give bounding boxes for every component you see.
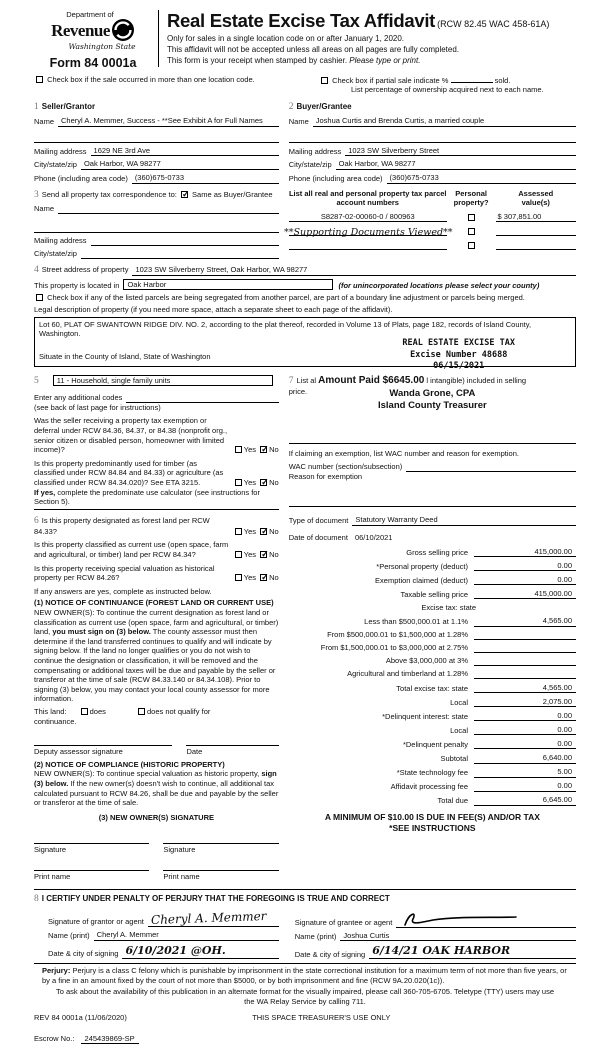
washington-state-label: Washington State <box>68 42 136 52</box>
predominate-use-note: If yes, complete the predominate use calculator (see instructions for Section 5). <box>34 488 279 510</box>
street-address-field[interactable]: 1023 SW Silverberry Street, Oak Harbor, WA 98277 <box>132 265 576 276</box>
grantor-date-city-field[interactable] <box>122 944 278 959</box>
multi-location-label: Check box if the sale occurred in more than one location code. <box>47 74 255 84</box>
if-any-yes-note: If any answers are yes, complete as instructed below. <box>34 586 212 596</box>
buyer-name-field[interactable]: Joshua Curtis and Brenda Curtis, a married couple <box>313 116 576 127</box>
exemption-instruction: If claiming an exemption, list WAC number and reason for exemption. <box>288 449 519 459</box>
alt-format-paragraph: To ask about the availability of this publication in an alternate format for the visually impaired, please call 360-705-6705. Teletype (TTY) users may use the WA Relay Service by calling 711. <box>55 987 555 1007</box>
form-header <box>34 8 576 71</box>
street-address-label: Street address of property <box>41 264 129 274</box>
delinquent-interest-local-value[interactable]: 0.00 <box>474 725 576 736</box>
header-sub2: This affidavit will not be accepted unless all areas on all pages are fully completed. <box>167 44 460 54</box>
parcel-number-field-3[interactable] <box>289 240 447 250</box>
segregated-label: Check box if any of the listed parcels are being segregated from another parcel, are part of a boundary line adjustment or parcels being merged. <box>47 293 525 303</box>
gross-selling-price-value[interactable]: 415,000.00 <box>474 547 576 558</box>
parcel-numbers-header: List all real and personal property tax parcel account numbers <box>288 188 447 208</box>
minimum-due-note: A MINIMUM OF $10.00 IS DUE IN FEE(S) AND/OR TAX <box>324 811 540 822</box>
rev-form-number: REV 84 0001a (11/06/2020) <box>34 1012 127 1022</box>
delinquent-penalty-value[interactable]: 0.00 <box>474 739 576 750</box>
correspondence-blank-field[interactable] <box>34 223 279 233</box>
delinquent-interest-state-value[interactable]: 0.00 <box>474 711 576 722</box>
personal-property-header: Personal property? <box>453 188 489 208</box>
grantee-printed-name-field[interactable]: Joshua Curtis <box>340 931 576 942</box>
date-of-document-field[interactable]: 06/10/2021 <box>354 533 393 543</box>
grantee-signature-scribble <box>399 916 519 925</box>
grantee-date-city-field[interactable] <box>369 944 576 959</box>
header-sub3: This form is your receipt when stamped by cashier. Please type or print. <box>167 56 421 66</box>
local-tax-value[interactable]: 2,075.00 <box>474 697 576 708</box>
new-owner-signature-line-2[interactable] <box>163 834 278 844</box>
reason-exemption-field[interactable] <box>289 497 576 507</box>
header-divider <box>158 10 159 67</box>
segregated-checkbox[interactable] <box>36 294 43 301</box>
personal-property-checkbox-1[interactable] <box>468 214 475 221</box>
supporting-documents-watermark: **Supporting Documents Viewed** <box>284 226 453 238</box>
timber-agriculture-question: Is this property predominantly used for timber (as classified under RCW 84.84 and 84.33) or agriculture (as classified under RCW 84.34.020)? See ETA 3215. <box>34 458 224 487</box>
treasurer-stamp-name: Wanda Grone, CPA <box>389 387 476 399</box>
personal-property-deduct-value[interactable]: 0.00 <box>474 561 576 572</box>
does-not-qualify-checkbox[interactable] <box>138 708 145 715</box>
grantor-signature-label: Signature of grantor or agent <box>48 917 144 927</box>
see-back-note: (see back of last page for instructions) <box>34 402 161 412</box>
correspondence-name-field[interactable] <box>58 204 279 214</box>
personal-property-checkbox-2[interactable] <box>468 228 475 235</box>
see-instructions-note: *SEE INSTRUCTIONS <box>389 822 476 833</box>
correspondence-city-field[interactable] <box>81 249 279 259</box>
q1-yes-checkbox[interactable] <box>235 446 242 453</box>
subtotal-value[interactable]: 6,640.00 <box>474 753 576 764</box>
affidavit-processing-fee-value[interactable]: 0.00 <box>474 781 576 792</box>
located-in-field[interactable]: Oak Harbor <box>123 279 333 291</box>
situate-text: Situate in the County of Island, State of Washington <box>39 352 211 361</box>
grantor-signature-field[interactable] <box>148 908 279 927</box>
assessed-value-field[interactable]: $ 307,851.00 <box>496 212 576 223</box>
forest-land-question: Is this property designated as forest land per RCW 84.33? <box>34 515 210 536</box>
located-in-label: This property is located in <box>34 280 120 290</box>
notice-compliance-title: (2) NOTICE OF COMPLIANCE (HISTORIC PROPERTY) <box>34 759 225 769</box>
buyer-mailing-field[interactable]: 1023 SW Silverberry Street <box>345 146 576 157</box>
assessed-value-header: Assessed value(s) <box>518 188 554 208</box>
q3-yes-checkbox[interactable] <box>235 528 242 535</box>
legal-description-text: Lot 60, PLAT OF SWANTOWN RIDGE DIV. NO. 2, according to the plat thereof, recorded in Volume 13 of Plats, page 182, records of Island County, Washington. <box>39 319 532 339</box>
dor-swirl-icon <box>111 18 135 45</box>
grantor-signature-script: Cheryl A. Memmer <box>150 908 267 927</box>
tier4-tax-value[interactable] <box>474 657 576 666</box>
buyer-city-field[interactable]: Oak Harbor, WA 98277 <box>336 159 576 170</box>
multi-location-checkbox[interactable] <box>36 76 43 83</box>
type-of-document-field[interactable]: Statutory Warranty Deed <box>352 515 576 526</box>
wac-number-label: WAC number (section/subsection) <box>288 462 403 472</box>
new-owner-printname-line-1[interactable] <box>34 861 149 871</box>
header-sub1: Only for sales in a single location code on or after January 1, 2020. <box>167 33 405 43</box>
total-due-value[interactable]: 6,645.00 <box>474 795 576 806</box>
partial-sale-checkbox[interactable] <box>321 77 328 84</box>
seller-name2-field[interactable] <box>34 133 279 143</box>
rcw-reference: (RCW 82.45 WAC 458-61A) <box>437 19 550 29</box>
notice-continuance-title: (1) NOTICE OF CONTINUANCE (FOREST LAND OR CURRENT USE) <box>34 598 274 608</box>
reason-exemption-label: Reason for exemption <box>288 471 363 481</box>
does-qualify-checkbox[interactable] <box>81 708 88 715</box>
type-of-document-label: Type of document <box>288 516 349 526</box>
escrow-label: Escrow No.: <box>34 1034 75 1044</box>
dor-logo-block <box>34 8 152 71</box>
wac-number-field[interactable] <box>406 462 576 472</box>
reet-affidavit-page: Department of Revenue Washington State Form 84 0001a Real Estate Excise Tax Affidavit (RCW 82.45 WAC 458-61A) Only for sales in a single location code on or after January 1, 2020. This affidavit will not be accepted unless all areas on all pages are fully completed. This form is your receipt when stamped by cashier. Please type or print. Check box if the sale occurred in more than one location code. Check box if partial sale indicate % sold. List percentage of ownership acquired next to each name. 1 Seller/Grantor Name Cheryl A. Memmer, Success - **See Exhibit A for Full Names Mailing address 1629 NE 3rd Ave City/state/zip Oak Harbor, WA 98277 Phone (including area code) (360)675-0733 2 Buyer/Grantee Name Joshua Curtis and Brenda Curtis, a married couple Mailing address 1023 SW Silverberry Street City/state/zip Oak Harbor, WA 98277 Phone (including area code) (360)675-0733 3 Send all property tax correspondence to: ✓ Same as Buyer/Grantee Name Mailing address City/state/zip List all real and personal property tax parcel account numbers Personal property? Assessed value(s) S8287-02-00060-0 / 800963 $ 307,851.00 **Supporting Documents Viewed** 4 Street address of property 1023 SW Silverberry Street, Oak Harbor, WA 98277 This property is located in Oak Harbor (for unincorporated locations please select your county) Check box if any of the listed parcels are being segregated from another parcel, are part of a boundary line adjustment or parcels being merged. Legal description of property (if you need more space, attach a separate sheet to each page of the affidavit). Lot 60, PLAT OF SWANTOWN RIDGE DIV. NO. 2, according to the plat thereof, recorded in Volume 13 of Plats, page 182, records of Island County, Washington. Situate in the County of Island, State of Washington REAL ESTATE EXCISE TAX Excise Number 48688 06/15/2021 5 11 - Household, single family units Enter any additional codes (see back of last page for instructions) Was the seller receiving a property tax exemption or deferral under RCW 84.36, 84.37, or 84.38 (nonprofit org., senior citizen or disabled person, homeowner with limited income)? Yes ✓ No Is this property predominantly used for timber (as classified under RCW 84.84 and 84.33) or agriculture (as classified under RCW 84.34.020)? See ETA 3215. Yes ✓ No If yes, complete the predominate use calculator (see instructions for Section 5). 6 Is this property designated as forest land per RCW 84.33? Yes ✓ No Is this property classified as current use (open space, farm and agricultural, or timber) land per RCW 84.34? Yes ✓ No Is this property receiving special valuation as historical property per RCW 84.26? Yes ✓ No If any answers are yes, complete as instructed below. (1) NOTICE OF CONTINUANCE (FOREST LAND OR CURRENT USE) NEW OWNER(S): To continue the current designation as forest land or classification as current use (open space, farm and agricultural, or timber) land, you must sign on (3) below. The county assessor must then determine if the land transferred continues to qualify and will indicate by signing below. If the land no longer qualifies or you do not wish to continue the designation or classification, it will be removed and the compensating or additional taxes will be due and payable by the seller or transferor at the time of sale (RCW 84.33.140 or 84.34.108). Prior to signing (3) below, you may contact your local county assessor for more information. This land: does does not qualify for continuance. Deputy assessor signature Date (2) NOTICE OF COMPLIANCE (HISTORIC PROPERTY) NEW OWNER(S): To continue special valuation as historic property, sign (3) below. If the new owner(s) doesn't wish to continue, all additional tax calculated pursuant to RCW 84.26, shall be due and payable by the seller or transferor at the time of sale. (3) NEW OWNER(S) SIGNATURE Signature Print name Signature Print name 7 List al Amount Paid $6645.00 l intangible) included in selling price. Wanda Grone, CPA Island County Treasurer If claiming an exemption, list WAC number and reason for exemption. WAC number (section/subsection) Reason for exemption Type of document Statutory Warranty Deed Date of document 06/10/2021 Gross selling price 415,000.00 *Personal property (deduct) 0.00 Exemption claimed (deduct) 0.00 Taxable selling price 415,000.00 Excise tax: state Less than $500,000.01 at 1.1% 4,565.00 From $500,000.01 to $1,500,000 at 1.28% From $1,500,000.01 to $3,000,000 at 2.75% Above $3,000,000 at 3% Agricultural and timberland at 1.28% Total excise tax: state 4,565.00 Local 2,075.00 *Delinquent interest: state 0.00 Local 0.00 *Delinquent penalty 0.00 Subtotal 6,640.00 *State technology fee 5.00 Affidavit processing fee 0.00 Total due 6,645.00 A MINIMUM OF $10.00 IS DUE IN FEE(S) AND/OR TAX *SEE INSTRUCTIONS 8 I CERTIFY UNDER PENALTY OF PERJURY THAT THE FOREGOING IS TRUE AND CORRECT Signature of grantor or agent Cheryl A. Memmer Name (print) Cheryl A. Memmer Date & city of signing 6/10/2021 @OH. Signature of grantee or agent Name (print) Joshua Curtis Date & city of signing 6/14/21 OAK HARBOR Perjury: Perjury is a class C felony which is punishable by imprisonment in the state correctional institution for a maximum term of not more than five years, or by a fine in an amount fixed by the court of not more than $5000, or by both imprisonment and fine (RCW 9A.20.020(1c)). To ask about the availability of this publication in an alternate format for the visually impaired, please call 360-705-6705. Teletype (TTY) users may use the WA Relay Service by calling 711. REV 84 0001a (11/06/2020) THIS SPACE TREASURER'S USE ONLY Escrow No.: 245439869-SP <box>0 0 600 1044</box>
amount-paid-stamp: Amount Paid $6645.00 <box>318 374 425 386</box>
partial-sale-percent-field[interactable] <box>451 75 493 83</box>
seller-grantor-heading: Seller/Grantor <box>41 101 96 111</box>
escrow-number-field[interactable]: 245439869-SP <box>81 1034 139 1044</box>
treasurer-stamp-title: Island County Treasurer <box>377 400 487 412</box>
perjury-paragraph: Perjury: Perjury is a class C felony which is punishable by imprisonment in the state correctional institution for a maximum term of not more than five years, or by a fine in an amount fixed by the court of not more than $5000, or by both imprisonment and fine (RCW 9A.20.020(1c)). <box>34 963 576 985</box>
legal-description-label: Legal description of property (if you need more space, attach a separate sheet to each page of the affidavit). <box>34 305 393 314</box>
notice-continuance-text: NEW OWNER(S): To continue the current designation as forest land or classification as current use (open space, farm and agricultural, or timber) land, you must sign on (3) below. The county assessor must then determine if the land transferred continues to qualify and will indicate by signing below. If the land no longer qualifies or you do not wish to continue the designation or classification, it will be removed and the compensating or additional taxes will be due and payable by the seller or transferor at the time of sale (RCW 84.33.140 or 84.34.108). Prior to signing (3) below, you may contact your local county assessor for more information. <box>34 608 279 704</box>
correspondence-mailing-field[interactable] <box>91 236 279 246</box>
form-number: Form 84 0001a <box>49 55 137 70</box>
ownership-percent-note: List percentage of ownership acquired next to each name. <box>351 85 544 95</box>
taxable-selling-price-value[interactable]: 415,000.00 <box>474 589 576 600</box>
date-of-document-label: Date of document <box>288 533 348 543</box>
dept-of-label: Department of <box>66 10 114 19</box>
assessed-value-field-2[interactable] <box>496 226 576 236</box>
partial-sale-label: Check box if partial sale indicate % <box>332 75 449 85</box>
same-as-buyer-checkbox[interactable] <box>181 191 188 198</box>
q4-yes-checkbox[interactable] <box>235 551 242 558</box>
buyer-grantee-heading: Buyer/Grantee <box>296 101 352 111</box>
q5-yes-checkbox[interactable] <box>235 574 242 581</box>
buyer-name2-field[interactable] <box>289 133 576 143</box>
deputy-assessor-label: Deputy assessor signature <box>34 747 123 757</box>
q4-no-checkbox[interactable] <box>260 551 267 558</box>
seller-name-field[interactable]: Cheryl A. Memmer, Success - **See Exhibit A for Full Names <box>58 116 279 127</box>
exemption-deferral-question: Was the seller receiving a property tax exemption or deferral under RCW 84.36, 84.37, or 84.38 (nonprofit org., senior citizen or disabled person, homeowner with limited income)? <box>34 416 228 455</box>
page-title: Real Estate Excise Tax Affidavit <box>167 10 436 31</box>
deputy-assessor-signature-line[interactable] <box>34 736 172 746</box>
historical-property-question: Is this property receiving special valuation as historical property per RCW 84.26? <box>34 563 215 583</box>
notice-compliance-text: NEW OWNER(S): To continue special valuation as historic property, sign (3) below. If the new owner(s) doesn't wish to continue, all additional tax calculated pursuant to RCW 84.26, shall be due and payable by the seller or transferor at the time of sale. <box>34 769 279 808</box>
excise-stamp: REAL ESTATE EXCISE TAX Excise Number 48688 06/15/2021 <box>402 338 515 371</box>
tier2-tax-value[interactable] <box>474 631 576 640</box>
additional-codes-label: Enter any additional codes <box>34 393 123 403</box>
state-technology-fee-value[interactable]: 5.00 <box>474 767 576 778</box>
tier3-tax-value[interactable] <box>474 644 576 653</box>
parcel-number-field[interactable]: S8287-02-00060-0 / 800963 <box>289 212 447 223</box>
grantee-signature-label: Signature of grantee or agent <box>294 918 393 928</box>
q2-yes-checkbox[interactable] <box>235 479 242 486</box>
new-owner-signature-line-1[interactable] <box>34 834 149 844</box>
top-checkbox-row: Check box if the sale occurred in more than one location code. Check box if partial sale indicate % sold. List percentage of ownership acquired next to each name. <box>34 75 576 95</box>
this-land-label: This land: <box>34 706 67 716</box>
revenue-wordmark: Revenue <box>51 21 110 41</box>
seller-phone-field[interactable]: (360)675-0733 <box>132 173 279 184</box>
seller-city-field[interactable]: Oak Harbor, WA 98277 <box>81 159 279 170</box>
personal-property-checkbox-3[interactable] <box>468 242 475 249</box>
correspondence-label: Send all property tax correspondence to: <box>41 189 177 199</box>
seller-mailing-field[interactable]: 1629 NE 3rd Ave <box>91 146 279 157</box>
current-use-question: Is this property classified as current use (open space, farm and agricultural, or timber) land per RCW 84.34? <box>34 540 229 560</box>
assessed-value-field-3[interactable] <box>496 240 576 250</box>
additional-codes-field[interactable] <box>126 393 278 403</box>
grantor-date-script: 6/10/2021 @OH. <box>125 943 226 957</box>
certify-statement: I CERTIFY UNDER PENALTY OF PERJURY THAT THE FOREGOING IS TRUE AND CORRECT <box>41 894 390 904</box>
land-use-code-field[interactable]: 11 - Household, single family units <box>53 375 273 387</box>
grantee-date-script: 6/14/21 OAK HARBOR <box>372 944 511 958</box>
grantor-printed-name-field[interactable]: Cheryl A. Memmer <box>94 930 279 941</box>
legal-description-box <box>34 317 576 371</box>
q3-no-checkbox[interactable] <box>260 528 267 535</box>
new-owner-signature-title: (3) NEW OWNER(S) SIGNATURE <box>98 812 214 822</box>
grantee-signature-field[interactable] <box>396 911 576 928</box>
treasurer-use-label: THIS SPACE TREASURER'S USE ONLY <box>252 1012 391 1022</box>
new-owner-printname-line-2[interactable] <box>163 861 278 871</box>
q1-no-checkbox[interactable] <box>260 446 267 453</box>
q5-no-checkbox[interactable] <box>260 574 267 581</box>
total-state-excise-value[interactable]: 4,565.00 <box>474 683 576 694</box>
buyer-phone-field[interactable]: (360)675-0733 <box>387 173 576 184</box>
certification-section: 8 I CERTIFY UNDER PENALTY OF PERJURY THAT THE FOREGOING IS TRUE AND CORRECT Signature of grantor or agent Cheryl A. Memmer Name (print) Cheryl A. Memmer Date & city of signing 6/10/2021 @OH. Signature of grantee or agent Name (print) Joshua Curtis Date & city of signing 6/14/21 OAK HARBOR Perjury: Perjury is a class C felony which is punishable by imprisonment in the state correctional institution for a maximum term of not more than five years, or by a fine in an amount fixed by the court of not more than $5000, or by both imprisonment and fine (RCW 9A.20.020(1c)). To ask about the availability of this publication in an alternate format for the visually impaired, please call 360-705-6705. Teletype (TTY) users may use the WA Relay Service by calling 711. <box>34 889 576 1006</box>
personal-property-list-field[interactable] <box>289 434 576 444</box>
q2-no-checkbox[interactable] <box>260 479 267 486</box>
agricultural-tax-value[interactable] <box>474 670 576 679</box>
unincorporated-note: (for unincorporated locations please select your county) <box>338 280 540 290</box>
tier1-tax-value[interactable]: 4,565.00 <box>474 616 576 627</box>
deputy-date-line[interactable] <box>186 736 278 746</box>
exemption-claimed-value[interactable]: 0.00 <box>474 575 576 586</box>
personal-property-section: 7 List al Amount Paid $6645.00 l intangible) included in selling price. Wanda Grone, CPA Island County Treasurer <box>288 374 527 412</box>
excise-tax-table: Gross selling price 415,000.00 *Personal property (deduct) 0.00 Exemption claimed (deduct) 0.00 Taxable selling price 415,000.00 Excise tax: state Less than $500,000.01 at 1.1% 4,565.00 From $500,000.01 to $1,500,000 at 1.28% From $1,500,000.01 to $3,000,000 at 2.75% Above $3,000,000 at 3% Agricultural and timberland at 1.28% Total excise tax: state 4,565.00 Local 2,075.00 *Delinquent interest: state 0.00 Local 0.00 *Delinquent penalty 0.00 Subtotal 6,640.00 *State technology fee 5.00 Affidavit processing fee 0.00 Total due 6,645.00 <box>289 547 576 806</box>
